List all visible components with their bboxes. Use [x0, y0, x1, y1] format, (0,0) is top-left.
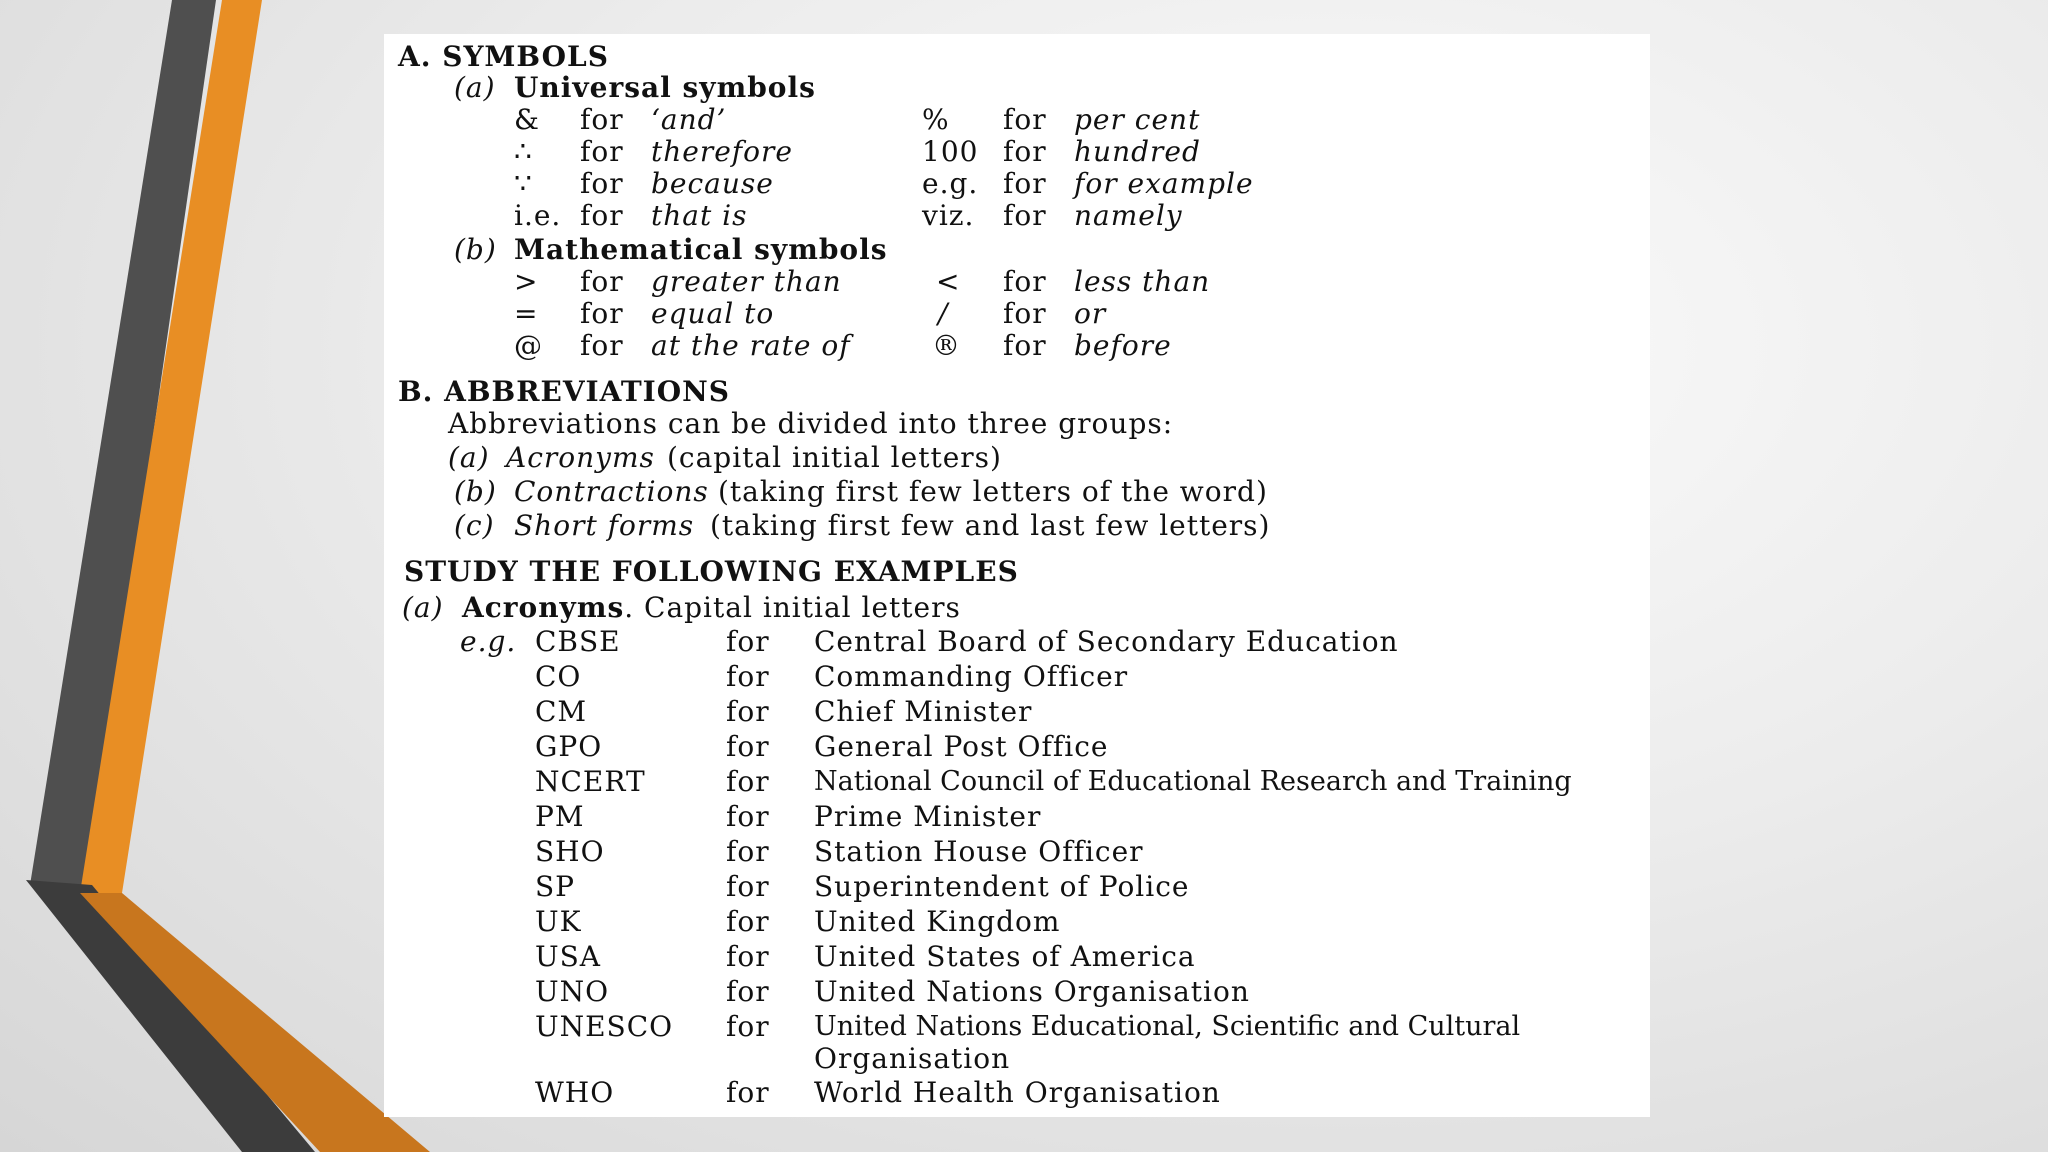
acronyms-title: Acronyms [462, 591, 625, 624]
symbol: 100 [922, 135, 979, 168]
acronym: NCERT [535, 765, 646, 798]
for-word: for [726, 870, 770, 903]
symbol-meaning: ‘and’ [651, 103, 727, 136]
acronym: USA [535, 940, 601, 973]
symbol: ® [932, 329, 961, 362]
for-word: for [1003, 265, 1047, 298]
universal-marker: (a) [454, 71, 496, 104]
symbol-meaning: or [1074, 297, 1107, 330]
for-word: for [580, 265, 624, 298]
acronym: UNO [535, 975, 610, 1008]
for-word: for [726, 975, 770, 1008]
mathematical-title: Mathematical symbols [514, 233, 888, 266]
acronym-expansion: Chief Minister [814, 695, 1033, 728]
group-marker: (c) [454, 509, 495, 542]
symbol-meaning: because [651, 167, 774, 200]
acronym-expansion: Superintendent of Police [814, 870, 1190, 903]
acronym-expansion: Central Board of Secondary Education [814, 625, 1399, 658]
symbol: / [938, 297, 949, 330]
for-word: for [580, 167, 624, 200]
symbol: i.e. [514, 199, 562, 232]
symbol-meaning: greater than [651, 265, 842, 298]
symbol: > [514, 265, 539, 298]
symbol-meaning: per cent [1074, 103, 1201, 136]
for-word: for [580, 297, 624, 330]
for-word: for [726, 905, 770, 938]
for-word: for [1003, 297, 1047, 330]
acronym-expansion: Commanding Officer [814, 660, 1129, 693]
symbol-meaning: hundred [1074, 135, 1201, 168]
for-word: for [726, 730, 770, 763]
for-word: for [726, 1010, 770, 1043]
symbol: < [936, 265, 961, 298]
group-description: (taking first few and last few letters) [710, 509, 1271, 542]
acronyms-subtitle: . Capital initial letters [624, 591, 961, 624]
acronym: GPO [535, 730, 603, 763]
examples-heading: STUDY THE FOLLOWING EXAMPLES [404, 555, 1019, 588]
symbol: viz. [922, 199, 975, 232]
symbol-meaning: namely [1074, 199, 1183, 232]
acronym: SP [535, 870, 576, 903]
group-name: Short forms [514, 509, 695, 542]
symbols-heading: A. SYMBOLS [398, 40, 609, 73]
symbol-meaning: therefore [651, 135, 793, 168]
group-description: (taking first few letters of the word) [718, 475, 1268, 508]
acronym: UK [535, 905, 582, 938]
for-word: for [726, 625, 770, 658]
for-word: for [1003, 199, 1047, 232]
acronym: UNESCO [535, 1010, 674, 1043]
group-description: (capital initial letters) [667, 441, 1002, 474]
for-word: for [580, 329, 624, 362]
acronym: CM [535, 695, 588, 728]
abbreviations-intro: Abbreviations can be divided into three groups: [448, 407, 1174, 440]
document-page [384, 34, 1650, 1117]
abbreviations-heading: B. ABBREVIATIONS [398, 375, 730, 408]
symbol-meaning: equal to [651, 297, 775, 330]
for-word: for [1003, 329, 1047, 362]
symbol-meaning: less than [1074, 265, 1211, 298]
acronym-expansion: Station House Officer [814, 835, 1144, 868]
for-word: for [726, 800, 770, 833]
symbol: ∵ [514, 167, 533, 200]
symbol-meaning: before [1074, 329, 1172, 362]
for-word: for [726, 940, 770, 973]
acronym-expansion: United Nations Organisation [814, 975, 1250, 1008]
for-word: for [726, 695, 770, 728]
acronym-expansion: United Kingdom [814, 905, 1061, 938]
acronym: CO [535, 660, 582, 693]
for-word: for [726, 835, 770, 868]
for-word: for [1003, 103, 1047, 136]
symbol: @ [514, 329, 543, 362]
for-word: for [726, 1076, 770, 1109]
acronym: CBSE [535, 625, 621, 658]
symbol: ∴ [514, 135, 533, 168]
symbol: % [922, 103, 950, 136]
group-name: Contractions [514, 475, 709, 508]
acronyms-line [462, 592, 961, 624]
acronyms-marker: (a) [402, 591, 444, 624]
symbol: & [514, 103, 540, 136]
mathematical-marker: (b) [454, 233, 497, 266]
acronym-expansion: United States of America [814, 940, 1196, 973]
acronym-expansion-continued: Organisation [814, 1042, 1011, 1075]
symbol-meaning: at the rate of [651, 329, 851, 362]
symbol-meaning: for example [1074, 167, 1254, 200]
acronym-expansion: National Council of Educational Research and Training [814, 766, 1572, 797]
symbol: = [514, 297, 539, 330]
symbol: e.g. [922, 167, 979, 200]
acronym: PM [535, 800, 585, 833]
for-word: for [726, 660, 770, 693]
acronym-expansion: Prime Minister [814, 800, 1042, 833]
for-word: for [580, 199, 624, 232]
group-marker: (a) [448, 441, 490, 474]
eg-label: e.g. [460, 625, 517, 658]
group-name: Acronyms [506, 441, 655, 474]
group-marker: (b) [454, 475, 497, 508]
for-word: for [1003, 167, 1047, 200]
for-word: for [726, 765, 770, 798]
symbol-meaning: that is [651, 199, 748, 232]
dark-lower-ribbon [26, 880, 315, 1152]
acronym-expansion: United Nations Educational, Scientific and Cultural [814, 1011, 1521, 1042]
acronym: SHO [535, 835, 605, 868]
acronym: WHO [535, 1076, 615, 1109]
for-word: for [580, 103, 624, 136]
for-word: for [1003, 135, 1047, 168]
for-word: for [580, 135, 624, 168]
acronym-expansion: World Health Organisation [814, 1076, 1221, 1109]
universal-title: Universal symbols [514, 71, 816, 104]
acronym-expansion: General Post Office [814, 730, 1109, 763]
